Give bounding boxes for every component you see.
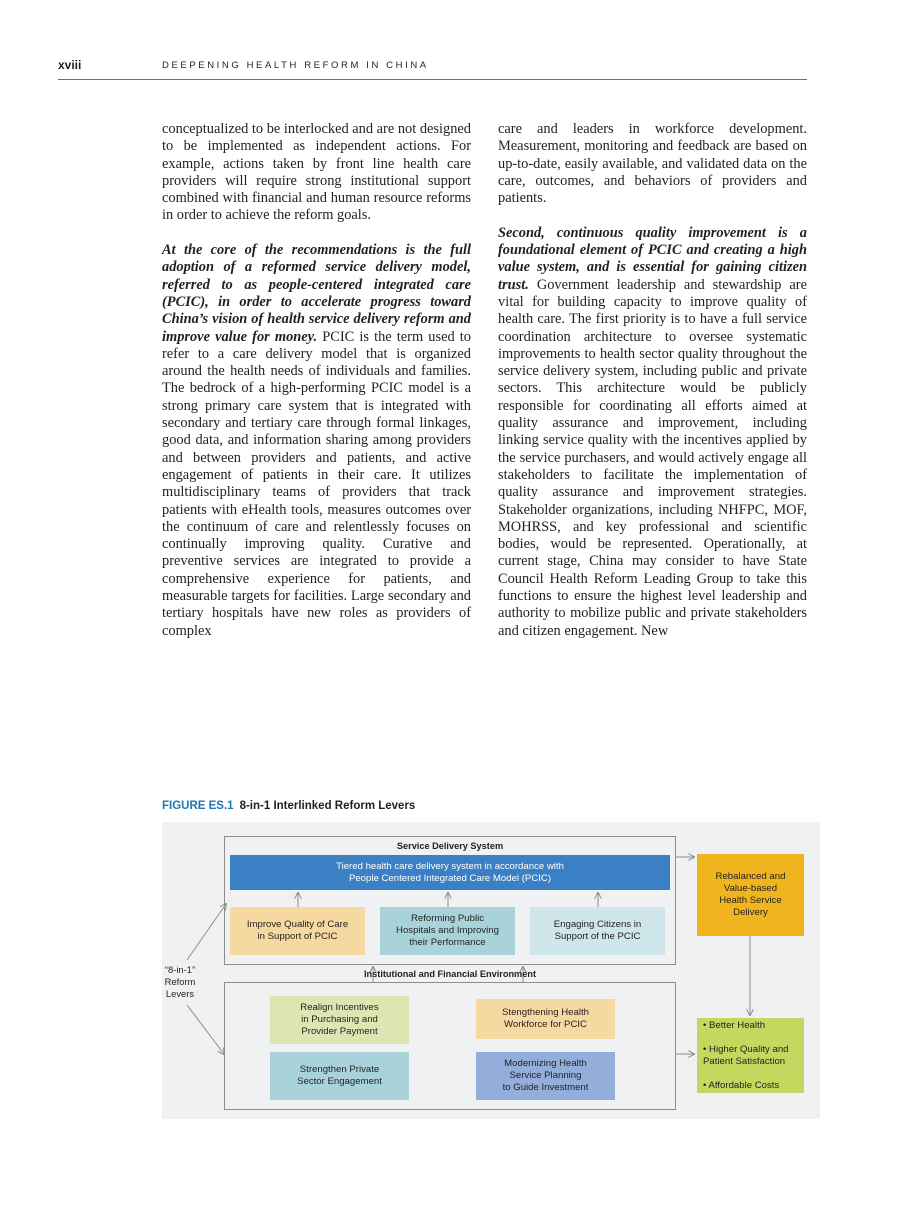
- tiered-delivery-box: Tiered health care delivery system in accordance with People Centered Integrated Care Model (PCIC): [230, 855, 670, 890]
- header-rule: [58, 79, 807, 80]
- figure-label: FIGURE ES.1: [162, 800, 234, 812]
- left-paragraph-1: conceptualized to be interlocked and are not designed to be implemented as independent actions. For example, actions taken by front line health care providers will require strong institutional support combined with financial and human resource reforms in order to achieve the reform goals.: [162, 121, 471, 224]
- outcome-item: • Higher Quality and Patient Satisfaction: [703, 1044, 804, 1068]
- outcome-item: • Better Health: [703, 1020, 804, 1032]
- outcome-item: • Affordable Costs: [703, 1080, 804, 1092]
- figure-caption: [162, 800, 415, 812]
- modernizing-planning-box: Modernizing Health Service Planning to Guide Investment: [476, 1052, 615, 1100]
- reform-levers-label: “8-in-1” Reform Levers: [164, 964, 196, 999]
- engaging-citizens-box: Engaging Citizens in Support of the PCIC: [530, 907, 665, 955]
- right-paragraph-2-emphasis: Second, continuous quality improvement is a foundational element of PCIC and creating a high value system, and is essential for gaining citizen trust.: [498, 224, 807, 293]
- realign-incentives-box: Realign Incentives in Purchasing and Provider Payment: [270, 996, 409, 1044]
- page-number: xviii: [58, 58, 82, 72]
- figure-title: 8-in-1 Interlinked Reform Levers: [239, 800, 416, 812]
- right-paragraph-2-text: Government leadership and stewardship are vital for building capacity to improve quality of health care. The first priority is to have a full service coordination architecture to oversee systematic improvements to health sector quality throughout the service delivery system, including public and private sectors. This architecture would be publicly responsible for coordinating all efforts aimed at quality assurance and improvement, including linking service quality with the incentives applied by the service purchasers, and would actively engage all stakeholders to facilitate the implementation of quality assurance and improvement strategies. Stakeholder organizations, including NHFPC, MOF, MOHRSS, and key professional and scientific bodies, would be represented. Operationally, at current stage, China may consider to have State Council Health Reform Leading Group to take this functions to ensure the highest level leadership and authority to mobilize public and private stakeholders and citizen engagement. New: [498, 276, 807, 639]
- outcomes-box: [697, 1018, 804, 1093]
- strengthening-workforce-box: Stengthening Health Workforce for PCIC: [476, 999, 615, 1039]
- left-paragraph-2-text: PCIC is the term used to refer to a care delivery model that is organized around the health needs of individuals and families. The bedrock of a high-performing PCIC model is a strong primary care system that is integrated with secondary and tertiary care through formal linkages, good data, and information sharing among providers and between providers and patients, and active engagement of patients in their care. It utilizes multidisciplinary teams of providers that track patients with eHealth tools, measures outcomes over the continuum of care and relentlessly focuses on continually improving quality. Curative and preventive services are integrated to provide a comprehensive experience for patients, and measurable targets for facilities. Large secondary and tertiary hospitals have new roles as providers of complex: [162, 328, 471, 639]
- running-title: DEEPENING HEALTH REFORM IN CHINA: [162, 60, 429, 71]
- reforming-hospitals-box: Reforming Public Hospitals and Improving their Performance: [380, 907, 515, 955]
- left-column: [162, 121, 471, 657]
- right-paragraph-1: care and leaders in workforce development. Measurement, monitoring and feedback are based on up-to-date, easily available, and validated data on the care, outcomes, and behaviors of providers and patients.: [498, 121, 807, 207]
- figure-diagram: [162, 822, 820, 1119]
- outcomes-list: [697, 1008, 804, 1104]
- arrow-levers-lower: [187, 1005, 224, 1054]
- service-delivery-title: Service Delivery System: [396, 841, 504, 851]
- institutional-title: Institutional and Financial Environment: [363, 969, 537, 979]
- improve-quality-box: Improve Quality of Care in Support of PCIC: [230, 907, 365, 955]
- rebalanced-service-box: Rebalanced and Value-based Health Service Delivery: [697, 854, 804, 936]
- strengthen-private-box: Strengthen Private Sector Engagement: [270, 1052, 409, 1100]
- left-paragraph-2-emphasis: At the core of the recommendations is the full adoption of a reformed service delivery model, referred to as people-centered integrated care (PCIC), in order to accelerate progress toward China’s vision of health service delivery reform and improve value for money.: [162, 242, 471, 345]
- right-paragraph-2: [498, 225, 807, 640]
- arrow-levers-upper: [187, 904, 226, 960]
- left-paragraph-2: [162, 242, 471, 640]
- right-column: [498, 121, 807, 657]
